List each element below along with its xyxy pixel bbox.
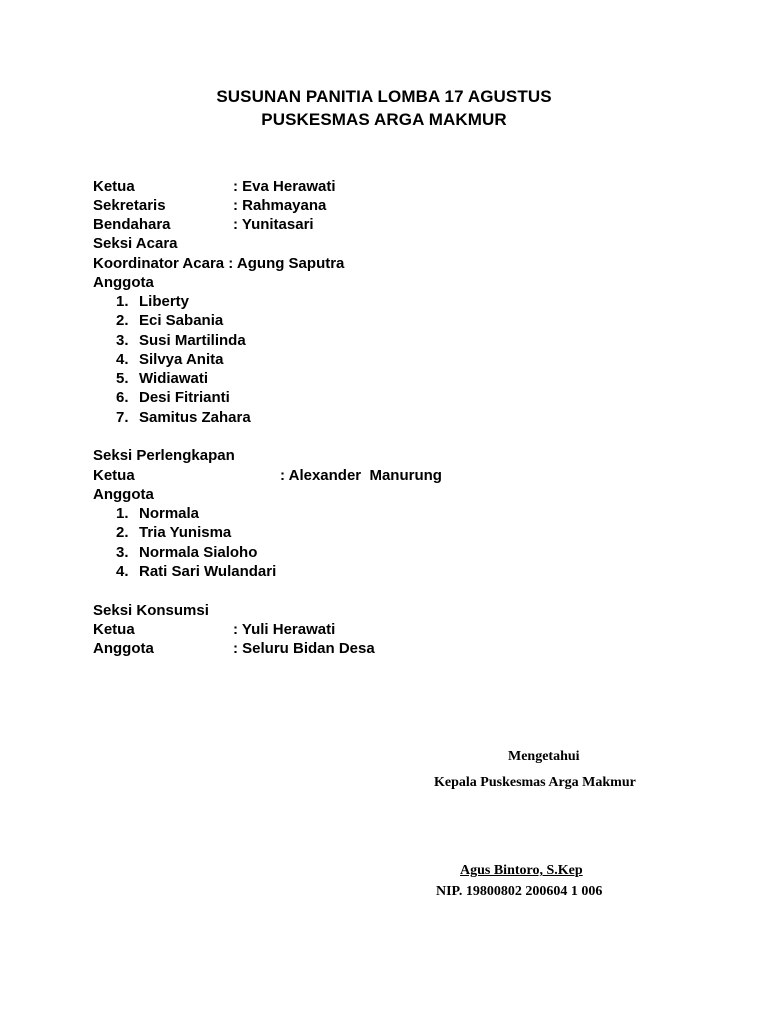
signatory-nip: NIP. 19800802 200604 1 006 <box>436 884 603 899</box>
list-name: Susi Martilinda <box>139 332 246 349</box>
list-number: 6. <box>116 389 129 406</box>
list-name: Silvya Anita <box>139 351 224 368</box>
konsumsi-anggota-row <box>93 639 375 658</box>
list-item <box>116 543 257 562</box>
bendahara-label: Bendahara <box>93 216 171 233</box>
seksi-acara-heading: Seksi Acara <box>93 235 178 252</box>
list-number: 4. <box>116 563 129 580</box>
list-name: Samitus Zahara <box>139 409 251 426</box>
list-name: Normala <box>139 505 200 522</box>
list-name: Desi Fitrianti <box>139 389 230 406</box>
document-title-line2: PUSKESMAS ARGA MAKMUR <box>261 110 507 129</box>
list-number: 2. <box>116 312 129 329</box>
list-number: 1. <box>116 505 129 522</box>
bendahara-value: : Yunitasari <box>233 216 314 233</box>
acara-anggota-label: Anggota <box>93 274 154 291</box>
list-number: 1. <box>116 293 129 310</box>
koordinator-acara-row: Koordinator Acara : Agung Saputra <box>93 255 345 272</box>
list-item <box>116 292 189 311</box>
list-item <box>116 504 199 523</box>
list-number: 5. <box>116 370 129 387</box>
list-name: Rati Sari Wulandari <box>139 563 277 580</box>
list-item <box>116 350 223 369</box>
perlengkapan-ketua-label: Ketua <box>93 467 135 484</box>
list-name: Tria Yunisma <box>139 524 232 541</box>
konsumsi-anggota-value: : Seluru Bidan Desa <box>233 640 375 657</box>
list-item <box>116 523 231 542</box>
list-item <box>116 331 246 350</box>
mengetahui-text: Mengetahui <box>508 749 580 764</box>
konsumsi-anggota-label: Anggota <box>93 640 154 657</box>
document-title-line1: SUSUNAN PANITIA LOMBA 17 AGUSTUS <box>216 87 552 106</box>
jabatan-text: Kepala Puskesmas Arga Makmur <box>434 775 636 790</box>
perlengkapan-ketua-value: : Alexander Manurung <box>280 467 442 484</box>
ketua-row <box>93 177 336 196</box>
konsumsi-ketua-row <box>93 620 335 639</box>
list-number: 2. <box>116 524 129 541</box>
list-number: 3. <box>116 332 129 349</box>
list-name: Liberty <box>139 293 190 310</box>
konsumsi-ketua-label: Ketua <box>93 621 135 638</box>
list-name: Widiawati <box>139 370 209 387</box>
ketua-value: : Eva Herawati <box>233 178 336 195</box>
list-item <box>116 311 223 330</box>
list-item <box>116 408 251 427</box>
seksi-perlengkapan-heading: Seksi Perlengkapan <box>93 447 235 464</box>
list-number: 7. <box>116 409 129 426</box>
list-number: 3. <box>116 544 129 561</box>
sekretaris-value: : Rahmayana <box>233 197 327 214</box>
sekretaris-row <box>93 196 326 215</box>
perlengkapan-ketua-row <box>93 466 442 485</box>
ketua-label: Ketua <box>93 178 135 195</box>
list-item <box>116 388 230 407</box>
signatory-name: Agus Bintoro, S.Kep <box>460 863 583 878</box>
bendahara-row <box>93 215 314 234</box>
list-number: 4. <box>116 351 129 368</box>
perlengkapan-anggota-label: Anggota <box>93 486 154 503</box>
list-item <box>116 562 276 581</box>
list-name: Eci Sabania <box>139 312 224 329</box>
sekretaris-label: Sekretaris <box>93 197 166 214</box>
list-item <box>116 369 208 388</box>
seksi-konsumsi-heading: Seksi Konsumsi <box>93 602 209 619</box>
konsumsi-ketua-value: : Yuli Herawati <box>233 621 336 638</box>
list-name: Normala Sialoho <box>139 544 258 561</box>
